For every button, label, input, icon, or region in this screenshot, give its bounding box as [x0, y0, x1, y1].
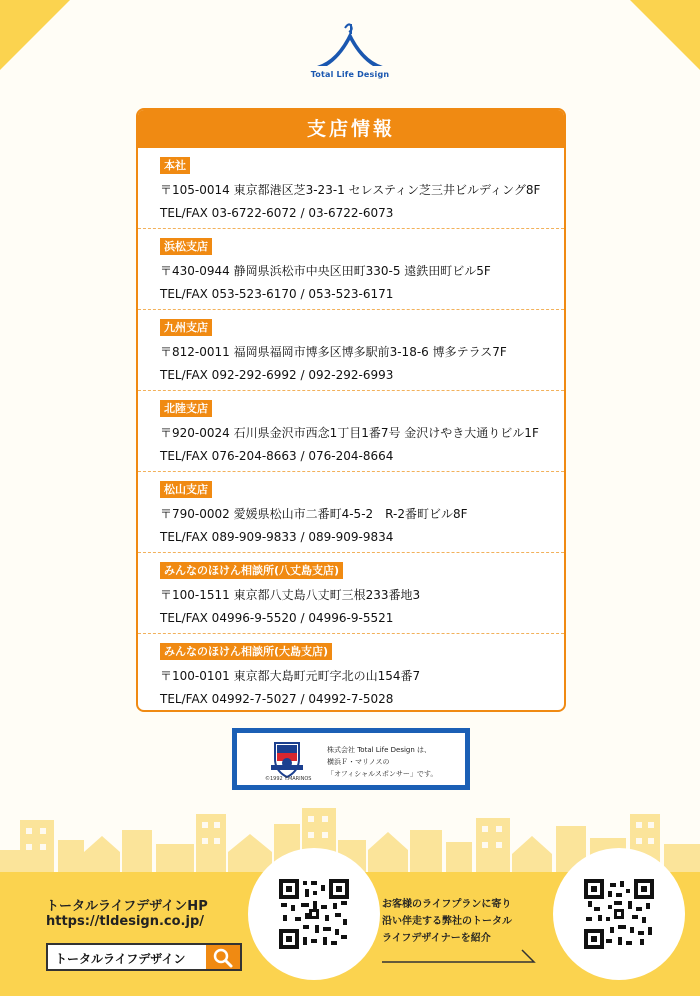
branch-item-hamamatsu	[138, 229, 564, 310]
corner-decoration-right	[630, 0, 700, 70]
hp-url-link[interactable]: https://tldesign.co.jp/	[46, 914, 204, 929]
search-button[interactable]	[206, 945, 240, 969]
cta-line-3: ライフデザイナーを紹介	[382, 933, 491, 944]
branch-address: 〒100-1511 東京都八丈島八丈町三根233番地3	[160, 588, 421, 602]
qr-code-icon	[279, 879, 349, 949]
branch-name: 松山支店	[160, 481, 212, 498]
branch-name: 浜松支店	[160, 238, 212, 255]
search-box-text: トータルライフデザイン	[55, 952, 186, 966]
branch-address: 〒790-0002 愛媛県松山市二番町4-5-2 R-2番町ビル8F	[160, 507, 468, 521]
hp-title: トータルライフデザインHP	[46, 899, 208, 914]
branch-tel-fax: TEL/FAX 092-292-6992 / 092-292-6993	[160, 368, 394, 382]
branch-name: みんなのほけん相談所(大島支店)	[160, 643, 332, 660]
branch-tel-fax: TEL/FAX 03-6722-6072 / 03-6722-6073	[160, 206, 394, 220]
sponsor-banner	[232, 728, 470, 790]
branch-item-head-office	[138, 148, 564, 229]
branch-address: 〒812-0011 福岡県福岡市博多区博多駅前3-18-6 博多テラス7F	[160, 345, 507, 359]
branch-item-hokuriku	[138, 391, 564, 472]
logo-mark-icon	[315, 20, 385, 68]
branch-item-kyushu	[138, 310, 564, 391]
arrow-right-icon	[382, 946, 548, 966]
sponsor-line-2: 横浜Ｆ・マリノスの	[327, 758, 390, 766]
branch-item-hachijojima	[138, 553, 564, 634]
sponsor-line-3: 「オフィシャルスポンサー」です。	[327, 770, 438, 778]
branch-info-box	[136, 108, 566, 712]
branch-address: 〒105-0014 東京都港区芝3-23-1 セレスティン芝三井ビルディング8F	[160, 183, 541, 197]
cta-line-1: お客様のライフプランに寄り	[382, 899, 512, 910]
cta-line-2: 沿い伴走する弊社のトータル	[382, 916, 512, 927]
branch-item-matsuyama	[138, 472, 564, 553]
branch-item-oshima	[138, 634, 564, 712]
branch-name: 九州支店	[160, 319, 212, 336]
company-logo	[300, 20, 400, 90]
branch-tel-fax: TEL/FAX 04996-9-5520 / 04996-9-5521	[160, 611, 394, 625]
branch-tel-fax: TEL/FAX 076-204-8663 / 076-204-8664	[160, 449, 394, 463]
cta-text	[382, 896, 552, 947]
branch-address: 〒430-0944 静岡県浜松市中央区田町330-5 遠鉄田町ビル5F	[160, 264, 491, 278]
logo-text: Total Life Design	[310, 70, 390, 79]
sponsor-copyright: ©1992 Y.MARINOS	[265, 776, 312, 782]
search-box[interactable]	[46, 943, 242, 971]
sponsor-text	[327, 744, 437, 780]
corner-decoration-left	[0, 0, 70, 70]
branch-tel-fax: TEL/FAX 089-909-9833 / 089-909-9834	[160, 530, 394, 544]
branch-name: みんなのほけん相談所(八丈島支店)	[160, 562, 343, 579]
marinos-emblem-icon	[267, 739, 307, 779]
branch-name: 本社	[160, 157, 190, 174]
sponsor-line-1: 株式会社 Total Life Design は、	[327, 746, 432, 754]
branch-tel-fax: TEL/FAX 053-523-6170 / 053-523-6171	[160, 287, 394, 301]
branch-name: 北陸支店	[160, 400, 212, 417]
branch-tel-fax: TEL/FAX 04992-7-5027 / 04992-7-5028	[160, 692, 394, 706]
branch-address: 〒100-0101 東京都大島町元町字北の山154番7	[160, 669, 421, 683]
branch-address: 〒920-0024 石川県金沢市西念1丁目1番7号 金沢けやき大通りビル1F	[160, 426, 539, 440]
qr-code-icon	[584, 879, 654, 949]
qr-code-hp[interactable]	[248, 848, 380, 980]
branch-list	[138, 148, 564, 712]
sponsor-banner-inner	[237, 733, 465, 785]
branch-info-title: 支店情報	[138, 110, 564, 148]
qr-code-designer[interactable]	[553, 848, 685, 980]
search-icon	[206, 945, 240, 969]
